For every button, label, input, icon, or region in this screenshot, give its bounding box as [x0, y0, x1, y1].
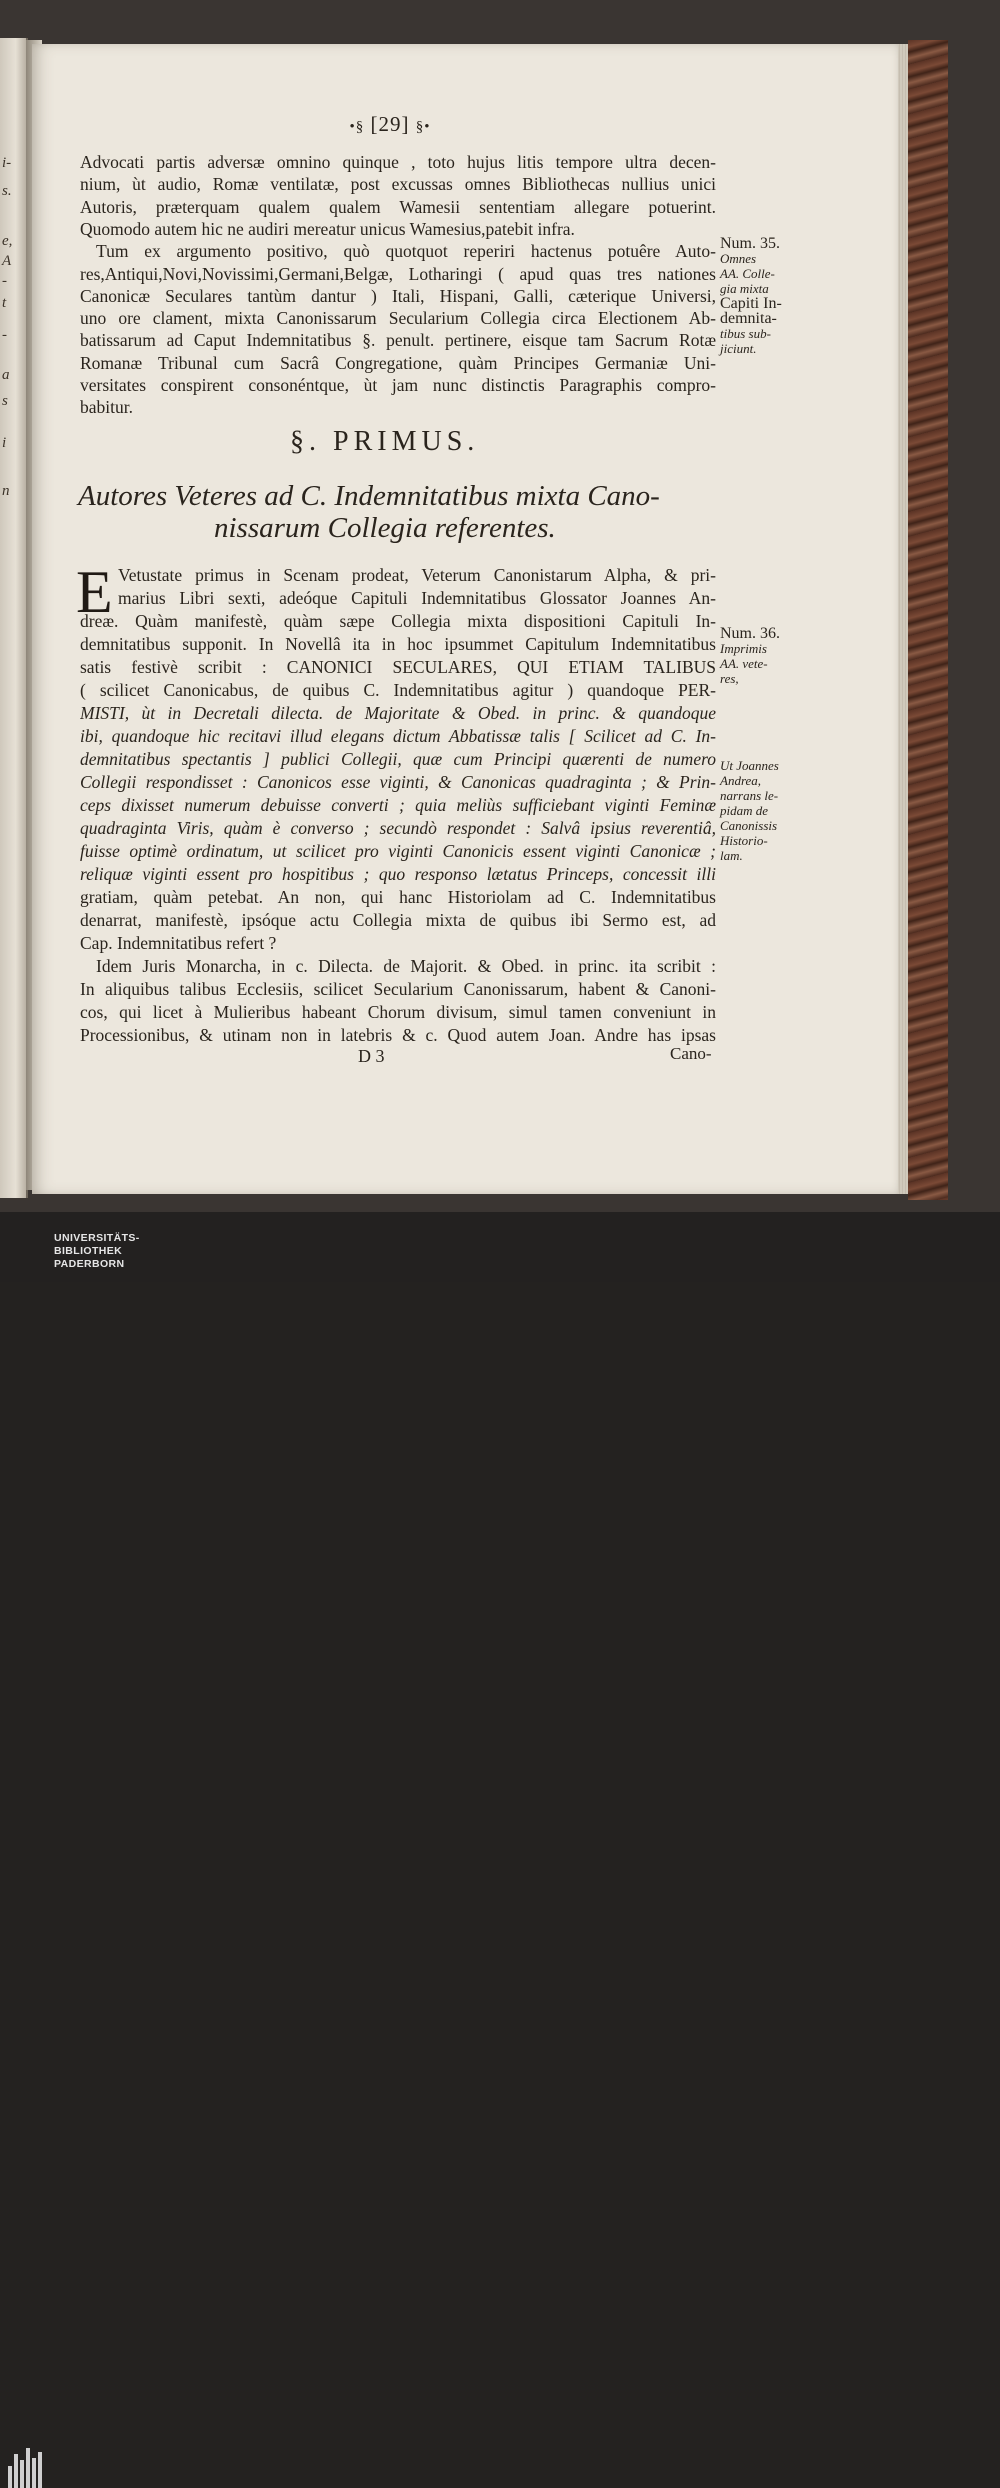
- left-fragment: s.: [2, 183, 12, 199]
- intro-line: Tum ex argumento positivo, quò quotquot reperiri hactenus potuêre Auto-: [96, 241, 716, 262]
- book-cover-marbled: [908, 40, 948, 1200]
- margin-note-heading: Num. 36.: [720, 625, 780, 642]
- intro-line: uno ore clament, mixta Canonissarum Secularium Collegia circa Electionem Ab-: [80, 308, 716, 329]
- margin-note-line: AA. Colle-: [720, 266, 775, 281]
- main-line: ibi, quandoque hic recitavi illud elegans dictum Abbatissæ talis [ Scilicet ad C. In-: [80, 726, 716, 746]
- main-line: quadraginta Viris, quàm è converso ; secundò respondet : Salvâ ipsius reverentiâ,: [80, 818, 716, 838]
- left-fragment: t: [2, 295, 7, 311]
- signature-mark: D 3: [358, 1046, 385, 1066]
- main-line: marius Libri sexti, adeóque Capituli Indemnitatibus Glossator Joannes An-: [118, 588, 716, 608]
- library-logo-icon: [8, 2442, 48, 2488]
- main-line: reliquæ viginti essent pro hospitibus ; quo responso lætatus Princeps, concessit illi: [80, 864, 716, 884]
- margin-note-line: lam.: [720, 848, 743, 863]
- intro-line: Advocati partis adversæ omnino quinque , toto hujus litis tempore ultra decen-: [80, 152, 716, 172]
- margin-note-line: gia mixta: [720, 281, 769, 296]
- margin-note: [720, 626, 812, 686]
- margin-note-line: Imprimis: [720, 641, 767, 656]
- main-line: fuisse optimè ordinatum, ut scilicet pro viginti Canonicis essent viginti Canonicæ ;: [80, 841, 716, 861]
- margin-note: [720, 758, 812, 863]
- intro-line: Quomodo autem hic ne audiri mereatur unicus Wamesius,patebit infra.: [80, 218, 575, 239]
- library-name-line-1: UNIVERSITÄTS-: [54, 1232, 140, 1244]
- main-line: Collegii respondisset : Canonicos esse viginti, & Canonicas quadraginta ; & Prin-: [80, 772, 716, 792]
- left-fragment: i: [2, 435, 7, 451]
- intro-line: Canonicæ Seculares tantùm dantur ) Itali, Hispani, Galli, cæterique Universi,: [80, 285, 716, 306]
- left-fragment: -: [2, 273, 7, 289]
- margin-note-heading: Num. 35.: [720, 235, 780, 252]
- margin-note-line: Andrea,: [720, 773, 762, 788]
- main-line: cos, qui licet à Mulieribus habeant Chorum divisum, simul tamen conveniunt in: [80, 1002, 716, 1022]
- library-footer: [0, 1212, 1000, 1282]
- main-line: ceps dixisset numerum debuisse converti ; quia meliùs sufficiebant viginti Feminæ: [80, 795, 716, 815]
- section-title: §. PRIMUS.: [290, 426, 480, 457]
- main-line: Idem Juris Monarcha, in c. Dilecta. de Majorit. & Obed. in princ. ita scribit :: [96, 956, 716, 976]
- margin-note-line: AA. vete-: [720, 656, 768, 671]
- margin-note-line: Capiti In-: [720, 295, 782, 312]
- intro-line: babitur.: [80, 397, 133, 418]
- margin-note-line: Historio-: [720, 833, 768, 848]
- left-fragment: A: [2, 253, 12, 269]
- left-fragment: n: [2, 483, 10, 499]
- ornament-right: §•: [415, 119, 431, 135]
- drop-cap: E: [76, 559, 113, 625]
- main-line: dreæ. Quàm manifestè, quàm sæpe Collegia mixta dispositioni Capituli In-: [80, 611, 716, 631]
- intro-line: res,Antiqui,Novi,Novissimi,Germani,Belgæ, Lotharingi ( apud quas tres nationes: [80, 263, 716, 284]
- catchword: Cano-: [670, 1044, 712, 1063]
- margin-note-line: tibus sub-: [720, 326, 771, 341]
- library-name-line-3: PADERBORN: [54, 1258, 125, 1270]
- left-fragment: s: [2, 393, 8, 409]
- margin-note-line: Omnes: [720, 251, 757, 266]
- main-line: ( scilicet Canonicabus, de quibus C. Indemnitatibus agitur ) quandoque PER-: [80, 680, 716, 700]
- main-line: satis festivè scribit : CANONICI SECULARES, QUI ETIAM TALIBUS: [80, 657, 716, 677]
- margin-note-line: narrans le-: [720, 788, 779, 803]
- intro-line: nium, ùt audio, Romæ ventilatæ, post excussas omnes Bibliothecas nullius unici: [80, 174, 716, 195]
- main-line: Vetustate primus in Scenam prodeat, Veterum Canonistarum Alpha, & pri-: [118, 565, 716, 585]
- main-line: demnitatibus spectantis ] publici Collegii, quæ cum Principi quærenti de numero: [80, 749, 716, 769]
- ornament-left: •§: [349, 119, 365, 135]
- subtitle-line-2: nissarum Collegia referentes.: [214, 512, 556, 544]
- margin-note-line: pidam de: [720, 803, 769, 818]
- left-fragment: -: [2, 327, 7, 343]
- margin-note-line: Ut Joannes: [720, 758, 779, 773]
- main-line: gratiam, quàm petebat. An non, qui hanc Historiolam ad C. Indemnitatibus: [80, 887, 716, 907]
- main-line: denarrat, manifestè, ipsóque actu Collegia mixta de quibus ibi Sermo est, ad: [80, 910, 716, 930]
- intro-line: batissarum ad Caput Indemnitatibus §. penult. pertinere, eisque tam Sacrum Rotæ: [80, 330, 716, 351]
- main-line: Processionibus, & utinam non in latebris & c. Quod autem Joan. Andre has ipsas: [80, 1025, 716, 1045]
- left-fragment: a: [2, 367, 10, 383]
- margin-note-line: res,: [720, 671, 739, 686]
- margin-note-line: jiciunt.: [720, 341, 757, 356]
- margin-note-line: Canonissis: [720, 818, 778, 833]
- library-name-line-2: BIBLIOTHEK: [54, 1245, 123, 1257]
- left-fragment: e,: [2, 233, 13, 249]
- main-line: Cap. Indemnitatibus refert ?: [80, 933, 277, 953]
- intro-line: versitates conspirent consonéntque, ùt jam nunc distinctis Paragraphis compro-: [80, 375, 716, 395]
- left-page-edge: [0, 38, 28, 1198]
- page-header: [320, 112, 460, 137]
- intro-line: Romanæ Tribunal cum Sacrâ Congregatione, quàm Principes Germaniæ Uni-: [80, 352, 716, 373]
- left-fragment: i-: [2, 155, 12, 171]
- margin-note-line: demnita-: [720, 310, 777, 327]
- margin-note: [720, 236, 812, 356]
- main-line: In aliquibus talibus Ecclesiis, scilicet Secularium Canonissarum, habent & Canoni-: [80, 979, 716, 999]
- main-line: MISTI, ùt in Decretali dilecta. de Majoritate & Obed. in princ. & quandoque: [80, 703, 716, 723]
- subtitle-line-1: Autores Veteres ad C. Indemnitatibus mixta Cano-: [78, 480, 660, 512]
- page-number: [29]: [370, 112, 410, 136]
- intro-line: Autoris, præterquam qualem qualem Wamesii sententiam allegare potuerint.: [80, 196, 716, 217]
- main-line: demnitatibus supponit. In Novellâ ita in hoc ipsummet Capitulum Indemnitatibus: [80, 634, 716, 654]
